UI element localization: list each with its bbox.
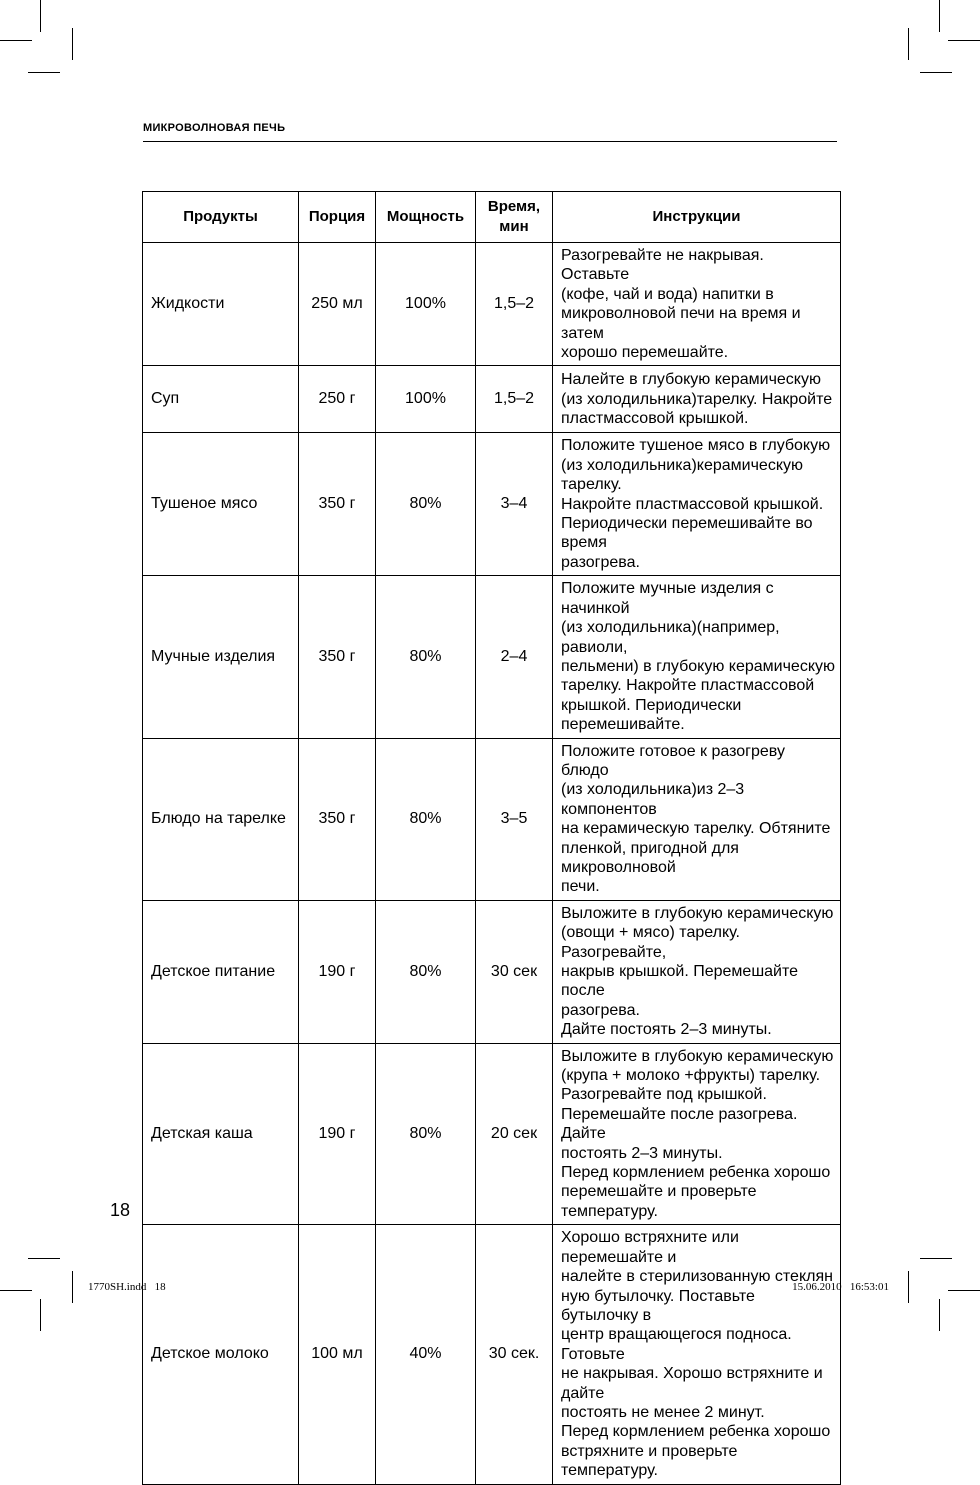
crop-mark [28,1258,60,1259]
product-cell: Жидкости [143,243,299,366]
instructions-cell: Хорошо встряхните или перемешайте и налейте в стерилизованную стеклян ную бутылочку. Поставьте бутылочку в центр вращающегося подноса. Готовьте не накрывая. Хорошо встряхните и дайте постоять не менее 2 минут. Перед кормлением ребенка хорошо встряхните и проверьте температуру. [553,1225,841,1484]
instructions-cell: Положите тушеное мясо в глубокую (из холодильника)керамическую тарелку. Накройте пластмассовой крышкой. Периодически перемешивайте во время разогрева. [553,433,841,576]
time-cell: 1,5–2 [476,243,553,366]
portion-cell: 350 г [299,433,376,576]
table-row [143,900,841,1043]
product-cell: Блюдо на тарелке [143,738,299,900]
table-header-row [143,192,841,243]
header-portion: Порция [299,192,376,243]
product-cell: Мучные изделия [143,576,299,738]
portion-cell: 190 г [299,1043,376,1225]
power-cell: 80% [376,738,476,900]
crop-mark [28,72,60,73]
portion-cell: 350 г [299,738,376,900]
crop-mark [72,1271,73,1303]
crop-mark [0,1290,32,1291]
table-row [143,576,841,738]
print-slug-file: 1770SH.indd 18 [88,1281,166,1293]
crop-mark [948,40,980,41]
time-cell: 3–4 [476,433,553,576]
power-cell: 80% [376,576,476,738]
instructions-cell: Положите готовое к разогреву блюдо (из холодильника)из 2–3 компонентов на керамическую тарелку. Обтяните пленкой, пригодной для микроволновой печи. [553,738,841,900]
crop-mark [939,1299,940,1331]
portion-cell: 350 г [299,576,376,738]
product-cell: Суп [143,366,299,433]
crop-mark [72,28,73,60]
header-time-line1: Время, [487,198,541,215]
table-row [143,738,841,900]
time-cell: 1,5–2 [476,366,553,433]
portion-cell: 250 мл [299,243,376,366]
instructions-cell: Выложите в глубокую керамическую (крупа + молоко +фрукты) тарелку. Разогревайте под крышкой. Перемешайте после разогрева. Дайте постоять 2–3 минуты. Перед кормлением ребенка хорошо перемешайте и проверьте температуру. [553,1043,841,1225]
crop-mark [40,1299,41,1331]
crop-mark [939,0,940,32]
product-cell: Детская каша [143,1043,299,1225]
power-cell: 80% [376,900,476,1043]
instructions-cell: Положите мучные изделия с начинкой (из холодильника)(например, равиоли, пельмени) в глубокую керамическую тарелку. Накройте пластмассовой крышкой. Периодически перемешивайте. [553,576,841,738]
crop-mark [40,0,41,32]
print-slug-date: 15.06.2010 16:53:01 [792,1281,889,1293]
table-row [143,366,841,433]
time-cell: 3–5 [476,738,553,900]
header-power: Мощность [376,192,476,243]
table-row [143,1043,841,1225]
crop-mark [908,28,909,60]
power-cell: 100% [376,366,476,433]
header-product: Продукты [143,192,299,243]
table-row [143,433,841,576]
instructions-cell: Выложите в глубокую керамическую (овощи + мясо) тарелку. Разогревайте, накрыв крышкой. Перемешайте после разогрева. Дайте постоять 2–3 минуты. [553,900,841,1043]
time-cell: 20 сек [476,1043,553,1225]
table-row [143,1225,841,1484]
header-divider [143,141,837,142]
crop-mark [908,1271,909,1303]
product-cell: Тушеное мясо [143,433,299,576]
portion-cell: 190 г [299,900,376,1043]
crop-mark [0,40,32,41]
portion-cell: 100 мл [299,1225,376,1484]
instructions-cell: Налейте в глубокую керамическую (из холодильника)тарелку. Накройте пластмассовой крышкой. [553,366,841,433]
power-cell: 80% [376,433,476,576]
crop-mark [948,1290,980,1291]
page-number: 18 [110,1200,131,1220]
header-instructions: Инструкции [553,192,841,243]
time-cell: 30 сек. [476,1225,553,1484]
product-cell: Детское питание [143,900,299,1043]
running-header: МИКРОВОЛНОВАЯ ПЕЧЬ [143,122,286,134]
crop-mark [920,1258,952,1259]
instructions-cell: Разогревайте не накрывая. Оставьте (кофе, чай и вода) напитки в микроволновой печи на время и затем хорошо перемешайте. [553,243,841,366]
power-cell: 80% [376,1043,476,1225]
header-time-line2: мин [499,218,529,235]
header-time [476,192,553,243]
table-row [143,243,841,366]
time-cell: 2–4 [476,576,553,738]
power-cell: 40% [376,1225,476,1484]
power-cell: 100% [376,243,476,366]
reheating-table [142,191,841,1485]
portion-cell: 250 г [299,366,376,433]
crop-mark [920,72,952,73]
product-cell: Детское молоко [143,1225,299,1484]
time-cell: 30 сек [476,900,553,1043]
